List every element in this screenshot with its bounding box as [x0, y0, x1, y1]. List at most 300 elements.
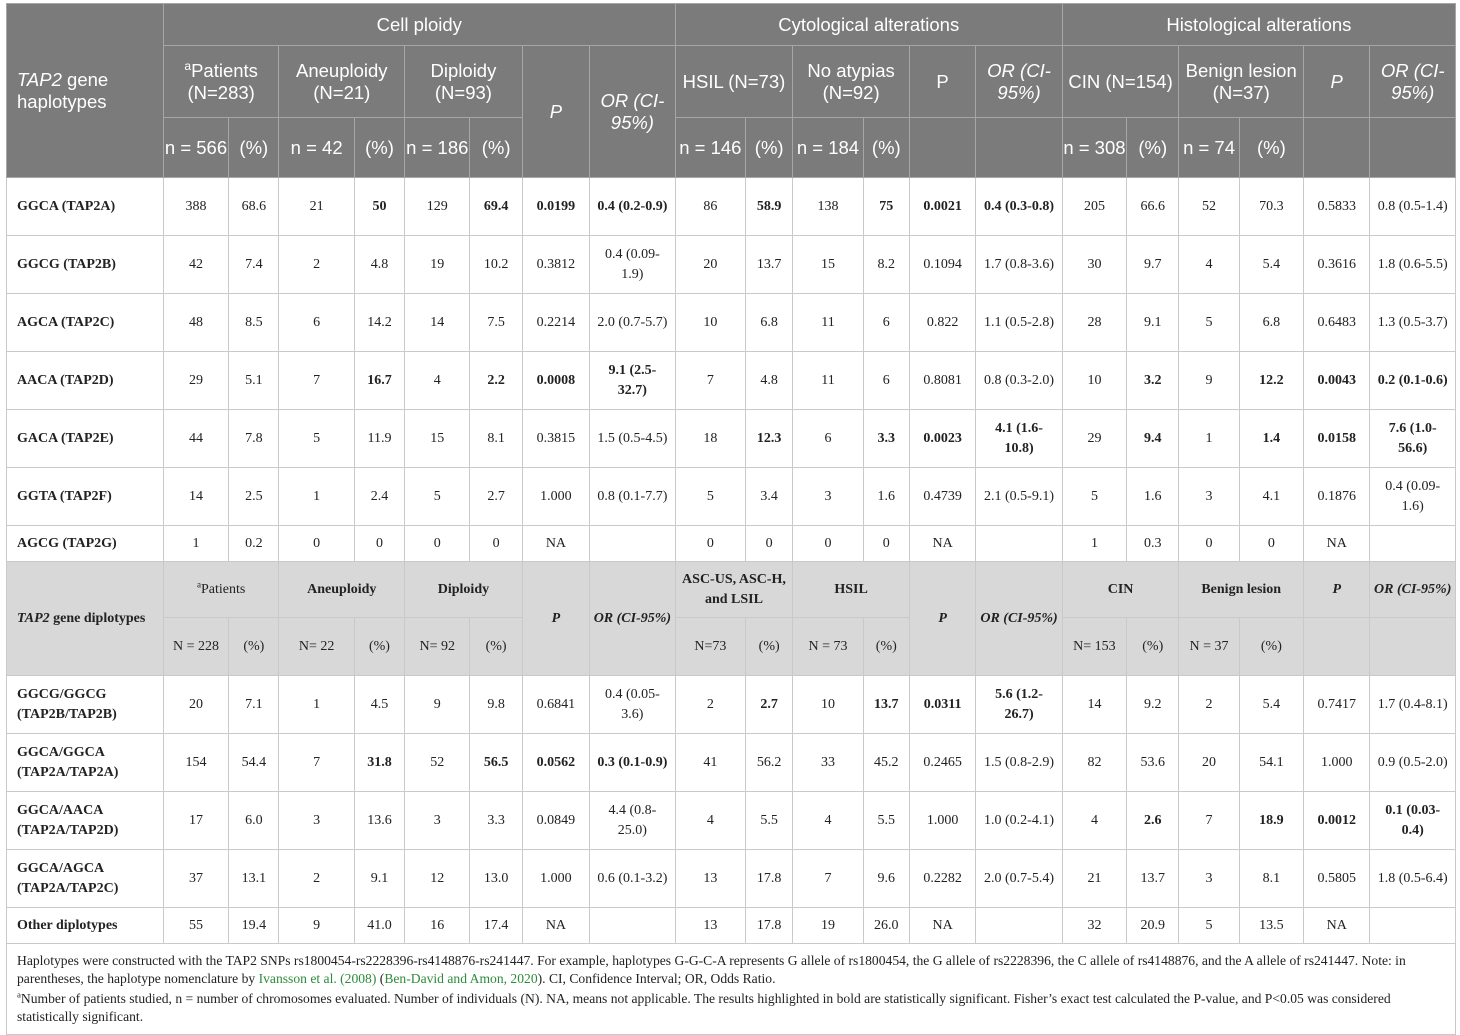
odds-ratio-cell: 4.4 (0.8-25.0) — [590, 792, 676, 850]
value-cell: 9.1 — [354, 850, 404, 908]
value-cell: 3 — [1179, 850, 1239, 908]
value-cell: 21 — [279, 178, 354, 236]
p-value-cell: 1.000 — [1304, 734, 1370, 792]
value-cell: 1 — [1062, 526, 1126, 562]
header-p-ploidy: P — [522, 562, 589, 676]
header-sub-count: n = 566 — [163, 118, 228, 178]
value-cell: 13.0 — [470, 850, 522, 908]
p-value-cell: 0.5805 — [1304, 850, 1370, 908]
header-cin: CIN — [1062, 562, 1179, 618]
odds-ratio-cell: 4.1 (1.6-10.8) — [976, 410, 1062, 468]
p-value-cell: NA — [1304, 526, 1370, 562]
value-cell: 7.5 — [470, 294, 522, 352]
value-cell: 9 — [279, 908, 354, 944]
header-aneuploidy: Aneuploidy (N=21) — [279, 46, 405, 118]
odds-ratio-cell: 1.0 (0.2-4.1) — [976, 792, 1062, 850]
value-cell: 3.3 — [470, 792, 522, 850]
footnote-line-2: $^a$Number of patients studied, n = number of chromosomes evaluated. Number of individuals (N). NA, means not applicable. The results highlighted in bold are statistically significant. Fisher’s exact test calculated the P-value, and P<0.05 was considered statistically significant. — [17, 989, 1391, 1024]
value-cell: 37 — [163, 850, 228, 908]
value-cell: 0 — [746, 526, 793, 562]
value-cell: 5 — [405, 468, 470, 526]
value-cell: 30 — [1062, 236, 1126, 294]
value-cell: 31.8 — [354, 734, 404, 792]
value-cell: 10 — [793, 676, 863, 734]
value-cell: 5.4 — [1239, 236, 1303, 294]
value-cell: 1 — [279, 468, 354, 526]
value-cell: 19 — [793, 908, 863, 944]
value-cell: 45.2 — [863, 734, 909, 792]
odds-ratio-cell — [976, 908, 1062, 944]
group-histological: Histological alterations — [1062, 4, 1455, 46]
odds-ratio-cell: 2.0 (0.7-5.4) — [976, 850, 1062, 908]
value-cell: 2.5 — [229, 468, 279, 526]
header-sub-percent: (%) — [746, 618, 793, 676]
haplotype-header-label: TAP2 gene haplotypes — [7, 4, 164, 178]
header-no-atypias: No atypias (N=92) — [793, 46, 910, 118]
value-cell: 20 — [163, 676, 228, 734]
value-cell: 41 — [675, 734, 745, 792]
value-cell: 13.7 — [1127, 850, 1179, 908]
diplotype-row — [7, 850, 1456, 908]
value-cell: 4 — [1179, 236, 1239, 294]
odds-ratio-cell: 0.9 (0.5-2.0) — [1370, 734, 1456, 792]
value-cell: 6.8 — [1239, 294, 1303, 352]
header-or-cyto: OR (CI-95%) — [976, 562, 1062, 676]
value-cell: 6 — [279, 294, 354, 352]
value-cell: 0 — [470, 526, 522, 562]
value-cell: 86 — [675, 178, 745, 236]
value-cell: 5.4 — [1239, 676, 1303, 734]
value-cell: 7 — [793, 850, 863, 908]
value-cell: 48 — [163, 294, 228, 352]
odds-ratio-cell: 0.4 (0.3-0.8) — [976, 178, 1062, 236]
odds-ratio-cell — [976, 526, 1062, 562]
value-cell: 11.9 — [354, 410, 404, 468]
p-value-cell: 0.4739 — [909, 468, 975, 526]
header-sub-percent: (%) — [1239, 618, 1303, 676]
value-cell: 10 — [675, 294, 745, 352]
value-cell: 16 — [405, 908, 470, 944]
odds-ratio-cell — [1370, 526, 1456, 562]
value-cell: 17.8 — [746, 908, 793, 944]
p-value-cell: 0.0008 — [522, 352, 589, 410]
p-value-cell: 0.6483 — [1304, 294, 1370, 352]
p-value-cell: 0.5833 — [1304, 178, 1370, 236]
row-label: GGCA/AACA (TAP2A/TAP2D) — [7, 792, 164, 850]
value-cell: 0 — [1239, 526, 1303, 562]
p-value-cell: 0.0021 — [909, 178, 975, 236]
odds-ratio-cell: 1.3 (0.5-3.7) — [1370, 294, 1456, 352]
header-sub-count: N= 92 — [405, 618, 470, 676]
value-cell: 9.4 — [1127, 410, 1179, 468]
diplotype-row — [7, 792, 1456, 850]
header-sub-blank — [1304, 118, 1370, 178]
value-cell: 55 — [163, 908, 228, 944]
value-cell: 4 — [675, 792, 745, 850]
diplotype-header-row — [7, 562, 1456, 618]
odds-ratio-cell: 2.0 (0.7-5.7) — [590, 294, 676, 352]
row-label: GGCG (TAP2B) — [7, 236, 164, 294]
value-cell: 4.8 — [354, 236, 404, 294]
header-sub-count: N = 73 — [793, 618, 863, 676]
header-sub-percent: (%) — [1127, 618, 1179, 676]
header-sub-percent: (%) — [470, 618, 522, 676]
citation-link-ivansson[interactable]: Ivansson et al. (2008) — [258, 971, 377, 986]
value-cell: 12.2 — [1239, 352, 1303, 410]
value-cell: 29 — [1062, 410, 1126, 468]
value-cell: 9 — [405, 676, 470, 734]
value-cell: 4.5 — [354, 676, 404, 734]
header-sub-percent: (%) — [863, 118, 909, 178]
value-cell: 9 — [1179, 352, 1239, 410]
header-sub-count: N=73 — [675, 618, 745, 676]
header-sub-percent: (%) — [746, 118, 793, 178]
odds-ratio-cell — [590, 908, 676, 944]
value-cell: 17.4 — [470, 908, 522, 944]
value-cell: 5 — [279, 410, 354, 468]
header-sub-percent: (%) — [354, 618, 404, 676]
odds-ratio-cell: 0.4 (0.09-1.6) — [1370, 468, 1456, 526]
value-cell: 56.2 — [746, 734, 793, 792]
value-cell: 138 — [793, 178, 863, 236]
p-value-cell: NA — [522, 908, 589, 944]
value-cell: 1 — [279, 676, 354, 734]
value-cell: 6 — [863, 352, 909, 410]
value-cell: 2 — [279, 236, 354, 294]
value-cell: 5 — [675, 468, 745, 526]
value-cell: 6 — [863, 294, 909, 352]
odds-ratio-cell: 2.1 (0.5-9.1) — [976, 468, 1062, 526]
p-value-cell: NA — [1304, 908, 1370, 944]
p-value-cell: 0.0158 — [1304, 410, 1370, 468]
value-cell: 11 — [793, 294, 863, 352]
odds-ratio-cell: 1.8 (0.5-6.4) — [1370, 850, 1456, 908]
value-cell: 42 — [163, 236, 228, 294]
odds-ratio-cell: 0.1 (0.03-0.4) — [1370, 792, 1456, 850]
row-label: AACA (TAP2D) — [7, 352, 164, 410]
value-cell: 7.4 — [229, 236, 279, 294]
header-sub-percent: (%) — [229, 618, 279, 676]
value-cell: 4 — [405, 352, 470, 410]
value-cell: 52 — [1179, 178, 1239, 236]
value-cell: 6.8 — [746, 294, 793, 352]
value-cell: 9.7 — [1127, 236, 1179, 294]
haplotype-row — [7, 468, 1456, 526]
header-diploidy: Diploidy (N=93) — [405, 46, 523, 118]
table-container — [6, 3, 1456, 1035]
odds-ratio-cell: 0.4 (0.05-3.6) — [590, 676, 676, 734]
value-cell: 18 — [675, 410, 745, 468]
row-label: GGTA (TAP2F) — [7, 468, 164, 526]
row-label: AGCA (TAP2C) — [7, 294, 164, 352]
value-cell: 21 — [1062, 850, 1126, 908]
value-cell: 70.3 — [1239, 178, 1303, 236]
header-or-cyto: OR (CI-95%) — [976, 46, 1062, 118]
odds-ratio-cell: 1.8 (0.6-5.5) — [1370, 236, 1456, 294]
diplotype-subheader-row — [7, 618, 1456, 676]
value-cell: 5 — [1062, 468, 1126, 526]
header-sub-count: n = 308 — [1062, 118, 1126, 178]
p-value-cell: 0.1094 — [909, 236, 975, 294]
value-cell: 14 — [405, 294, 470, 352]
diplotype-row — [7, 908, 1456, 944]
value-cell: 12.3 — [746, 410, 793, 468]
value-cell: 8.1 — [1239, 850, 1303, 908]
header-sub-percent: (%) — [1127, 118, 1179, 178]
value-cell: 13.7 — [746, 236, 793, 294]
value-cell: 54.4 — [229, 734, 279, 792]
value-cell: 69.4 — [470, 178, 522, 236]
value-cell: 0 — [405, 526, 470, 562]
header-p-histo: P — [1304, 46, 1370, 118]
p-value-cell: NA — [909, 908, 975, 944]
haplotype-row — [7, 294, 1456, 352]
header-sub-count: n = 186 — [405, 118, 470, 178]
header-diploidy: Diploidy — [405, 562, 523, 618]
diplotype-header-label: TAP2 gene diplotypes — [7, 562, 164, 676]
value-cell: 10 — [1062, 352, 1126, 410]
value-cell: 13.7 — [863, 676, 909, 734]
p-value-cell: 0.0012 — [1304, 792, 1370, 850]
value-cell: 3.4 — [746, 468, 793, 526]
value-cell: 19 — [405, 236, 470, 294]
odds-ratio-cell: 9.1 (2.5-32.7) — [590, 352, 676, 410]
value-cell: 20 — [675, 236, 745, 294]
header-sub-blank — [909, 118, 975, 178]
odds-ratio-cell: 5.6 (1.2-26.7) — [976, 676, 1062, 734]
header-sub-blank — [976, 118, 1062, 178]
value-cell: 7 — [1179, 792, 1239, 850]
value-cell: 19.4 — [229, 908, 279, 944]
value-cell: 5 — [1179, 294, 1239, 352]
value-cell: 20 — [1179, 734, 1239, 792]
p-value-cell: 0.7417 — [1304, 676, 1370, 734]
odds-ratio-cell: 0.8 (0.5-1.4) — [1370, 178, 1456, 236]
header-or-histo: OR (CI-95%) — [1370, 562, 1456, 618]
header-sub-count: N = 228 — [163, 618, 228, 676]
odds-ratio-cell — [590, 526, 676, 562]
odds-ratio-cell: 1.1 (0.5-2.8) — [976, 294, 1062, 352]
value-cell: 4.1 — [1239, 468, 1303, 526]
p-value-cell: 0.6841 — [522, 676, 589, 734]
value-cell: 17.8 — [746, 850, 793, 908]
p-value-cell: 0.0023 — [909, 410, 975, 468]
p-value-cell: 1.000 — [522, 850, 589, 908]
value-cell: 3 — [405, 792, 470, 850]
value-cell: 3.3 — [863, 410, 909, 468]
value-cell: 1.6 — [863, 468, 909, 526]
p-value-cell: 0.0562 — [522, 734, 589, 792]
header-p-cyto: P — [909, 46, 975, 118]
value-cell: 9.6 — [863, 850, 909, 908]
value-cell: 10.2 — [470, 236, 522, 294]
value-cell: 15 — [405, 410, 470, 468]
p-value-cell: NA — [909, 526, 975, 562]
value-cell: 5 — [1179, 908, 1239, 944]
value-cell: 3 — [793, 468, 863, 526]
header-sub-percent: (%) — [354, 118, 404, 178]
value-cell: 14.2 — [354, 294, 404, 352]
haplotype-row — [7, 410, 1456, 468]
header-sub-percent: (%) — [470, 118, 522, 178]
header-sub-count: n = 74 — [1179, 118, 1239, 178]
value-cell: 129 — [405, 178, 470, 236]
header-patients: $^a$Patients — [163, 562, 279, 618]
p-value-cell: 0.3616 — [1304, 236, 1370, 294]
diplotype-row — [7, 676, 1456, 734]
value-cell: 154 — [163, 734, 228, 792]
value-cell: 7.1 — [229, 676, 279, 734]
p-value-cell: 1.000 — [909, 792, 975, 850]
citation-link-ben-david[interactable]: Ben-David and Amon, 2020 — [384, 971, 538, 986]
p-value-cell: NA — [522, 526, 589, 562]
odds-ratio-cell: 0.3 (0.1-0.9) — [590, 734, 676, 792]
value-cell: 13.5 — [1239, 908, 1303, 944]
value-cell: 33 — [793, 734, 863, 792]
value-cell: 68.6 — [229, 178, 279, 236]
value-cell: 3 — [279, 792, 354, 850]
value-cell: 14 — [163, 468, 228, 526]
value-cell: 2 — [279, 850, 354, 908]
value-cell: 205 — [1062, 178, 1126, 236]
value-cell: 41.0 — [354, 908, 404, 944]
odds-ratio-cell: 7.6 (1.0-56.6) — [1370, 410, 1456, 468]
value-cell: 9.1 — [1127, 294, 1179, 352]
value-cell: 52 — [405, 734, 470, 792]
value-cell: 44 — [163, 410, 228, 468]
value-cell: 66.6 — [1127, 178, 1179, 236]
header-p-histo: P — [1304, 562, 1370, 618]
header-benign: Benign lesion — [1179, 562, 1304, 618]
value-cell: 4 — [1062, 792, 1126, 850]
header-or-ploidy: OR (CI-95%) — [590, 562, 676, 676]
header-or-ploidy: OR (CI-95%) — [590, 46, 676, 178]
value-cell: 15 — [793, 236, 863, 294]
value-cell: 0 — [1179, 526, 1239, 562]
value-cell: 2.7 — [470, 468, 522, 526]
value-cell: 0.3 — [1127, 526, 1179, 562]
odds-ratio-cell: 1.7 (0.8-3.6) — [976, 236, 1062, 294]
p-value-cell: 1.000 — [522, 468, 589, 526]
value-cell: 4 — [793, 792, 863, 850]
value-cell: 7 — [279, 734, 354, 792]
header-sub-count: N= 22 — [279, 618, 354, 676]
haplotype-row — [7, 526, 1456, 562]
header-p-ploidy: P — [522, 46, 589, 178]
value-cell: 16.7 — [354, 352, 404, 410]
value-cell: 56.5 — [470, 734, 522, 792]
haplotype-row — [7, 236, 1456, 294]
value-cell: 7 — [675, 352, 745, 410]
header-aneuploidy: Aneuploidy — [279, 562, 405, 618]
odds-ratio-cell: 1.5 (0.5-4.5) — [590, 410, 676, 468]
header-sub-percent: (%) — [863, 618, 909, 676]
value-cell: 9.2 — [1127, 676, 1179, 734]
odds-ratio-cell: 0.2 (0.1-0.6) — [1370, 352, 1456, 410]
value-cell: 58.9 — [746, 178, 793, 236]
p-value-cell: 0.2214 — [522, 294, 589, 352]
value-cell: 3 — [1179, 468, 1239, 526]
tap2-table — [6, 3, 1456, 944]
value-cell: 32 — [1062, 908, 1126, 944]
p-value-cell: 0.2282 — [909, 850, 975, 908]
value-cell: 14 — [1062, 676, 1126, 734]
header-sub-count: N= 153 — [1062, 618, 1126, 676]
header-p-cyto: P — [909, 562, 975, 676]
value-cell: 5.5 — [746, 792, 793, 850]
value-cell: 82 — [1062, 734, 1126, 792]
footnote-line-1: Haplotypes were constructed with the TAP2 SNPs rs1800454-rs2228396-rs4148876-rs241447. For example, haplotypes G-G-C-A represents G allele of rs1800454, the G allele of rs2228396, the C allele of rs4148876, and the A allele of rs241447. Note: in parentheses, the haplotype nomenclature by Ivansson et al. (2008) (Ben-David and Amon, 2020). CI, Confidence Interval; OR, Odds Ratio. — [17, 953, 1406, 986]
value-cell: 20.9 — [1127, 908, 1179, 944]
header-cin: CIN (N=154) — [1062, 46, 1179, 118]
p-value-cell: 0.8081 — [909, 352, 975, 410]
value-cell: 54.1 — [1239, 734, 1303, 792]
gene-name: TAP2 — [17, 68, 62, 90]
header-sub-percent: (%) — [1239, 118, 1303, 178]
header-sub-count: n = 42 — [279, 118, 354, 178]
value-cell: 1.4 — [1239, 410, 1303, 468]
header-sub-count: n = 146 — [675, 118, 745, 178]
value-cell: 2 — [1179, 676, 1239, 734]
value-cell: 1 — [163, 526, 228, 562]
group-cell-ploidy: Cell ploidy — [163, 4, 675, 46]
value-cell: 12 — [405, 850, 470, 908]
odds-ratio-cell: 0.8 (0.1-7.7) — [590, 468, 676, 526]
value-cell: 11 — [793, 352, 863, 410]
value-cell: 17 — [163, 792, 228, 850]
value-cell: 13 — [675, 908, 745, 944]
value-cell: 2.7 — [746, 676, 793, 734]
value-cell: 5.1 — [229, 352, 279, 410]
p-value-cell: 0.1876 — [1304, 468, 1370, 526]
header-hsil: HSIL — [793, 562, 910, 618]
p-value-cell: 0.822 — [909, 294, 975, 352]
value-cell: 1 — [1179, 410, 1239, 468]
header-hsil: HSIL (N=73) — [675, 46, 793, 118]
value-cell: 2.4 — [354, 468, 404, 526]
value-cell: 6.0 — [229, 792, 279, 850]
row-label: Other diplotypes — [7, 908, 164, 944]
value-cell: 0 — [279, 526, 354, 562]
value-cell: 8.5 — [229, 294, 279, 352]
value-cell: 13.1 — [229, 850, 279, 908]
odds-ratio-cell: 1.5 (0.8-2.9) — [976, 734, 1062, 792]
value-cell: 4.8 — [746, 352, 793, 410]
value-cell: 29 — [163, 352, 228, 410]
p-value-cell: 0.3815 — [522, 410, 589, 468]
header-or-histo: OR (CI-95%) — [1370, 46, 1456, 118]
p-value-cell: 0.0849 — [522, 792, 589, 850]
row-label: GGCA/AGCA (TAP2A/TAP2C) — [7, 850, 164, 908]
header-ascus: ASC-US, ASC-H, and LSIL — [675, 562, 793, 618]
odds-ratio-cell: 1.7 (0.4-8.1) — [1370, 676, 1456, 734]
header-sub-blank — [1370, 118, 1456, 178]
value-cell: 7 — [279, 352, 354, 410]
value-cell: 18.9 — [1239, 792, 1303, 850]
diplotype-row — [7, 734, 1456, 792]
row-label: GGCA (TAP2A) — [7, 178, 164, 236]
header-patients: $^a$Patients (N=283) — [163, 46, 279, 118]
value-cell: 2 — [675, 676, 745, 734]
p-value-cell: 0.0199 — [522, 178, 589, 236]
value-cell: 0 — [863, 526, 909, 562]
value-cell: 8.1 — [470, 410, 522, 468]
value-cell: 13 — [675, 850, 745, 908]
header-sub-count: n = 184 — [793, 118, 863, 178]
value-cell: 8.2 — [863, 236, 909, 294]
odds-ratio-cell: 0.4 (0.2-0.9) — [590, 178, 676, 236]
value-cell: 9.8 — [470, 676, 522, 734]
